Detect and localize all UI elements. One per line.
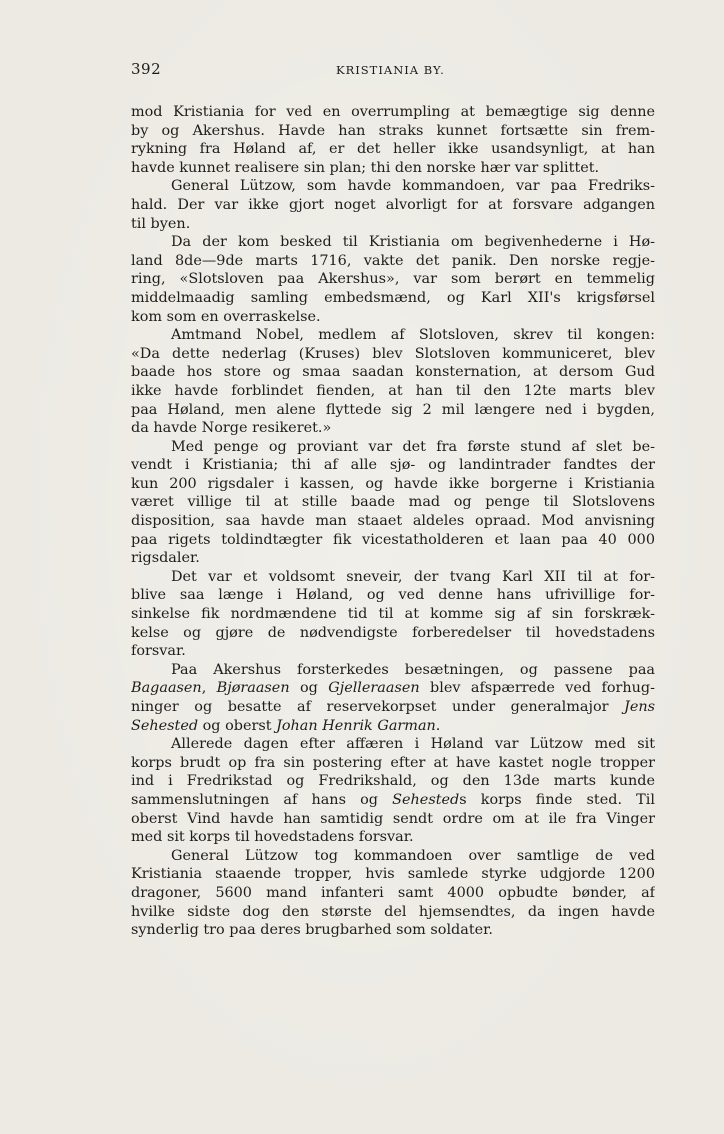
text-line: Det var et voldsomt sneveir, der tvang Karl XII til at for- <box>171 568 655 585</box>
text-line: disposition, saa havde man staaet aldeles opraad. Mod anvisning <box>131 513 655 530</box>
text-line: General Lützow, som havde kommandoen, var paa Fredriks- <box>171 178 655 195</box>
page-header <box>131 60 655 84</box>
italic-phrase: Gjelleraasen <box>328 680 420 697</box>
text-line: middelmaadig samling embedsmænd, og Karl XII's krigsførsel <box>131 289 655 306</box>
italic-phrase: Bjøraasen <box>216 680 290 697</box>
text-line: rykning fra Høland af, er det heller ikke usandsynligt, at han <box>131 141 655 158</box>
page-number: 392 <box>131 60 162 78</box>
text-line: hald. Der var ikke gjort noget alvorligt for at forsvare adgangen <box>131 196 655 213</box>
text-line: dragoner, 5600 mand infanteri samt 4000 opbudte bønder, af <box>131 884 655 901</box>
text-line: kelse og gjøre de nødvendigste forberedelser til hovedstadens <box>131 624 655 641</box>
text-line: baade hos store og smaa saadan konsternation, at dersom Gud <box>131 364 655 381</box>
paragraph <box>131 735 655 847</box>
text-line: synderlig tro paa deres brugbarhed som soldater. <box>131 922 494 939</box>
text-line: paa rigets toldindtægter fik vicestatholderen et laan paa 40 000 <box>131 531 655 548</box>
paragraph <box>131 438 655 568</box>
text-line: Paa Akershus forsterkedes besætningen, og passene paa <box>171 661 655 678</box>
text-line: Kristiania staaende tropper, hvis samlede styrke udgjorde 1200 <box>131 866 655 883</box>
text-line: havde kunnet realisere sin plan; thi den norske hær var splittet. <box>131 159 600 176</box>
text-line: Allerede dagen efter affæren i Høland var Lützow med sit <box>171 736 655 753</box>
text-line: mod Kristiania for ved en overrumpling at bemægtige sig denne <box>131 104 655 120</box>
text-line: ninger og besatte af reservekorpset under generalmajor Jens <box>131 699 655 715</box>
paragraph <box>131 568 655 661</box>
text-line: Da der kom besked til Kristiania om begivenhederne i Hø- <box>171 234 655 251</box>
text-line: «Da dette nederlag (Kruses) blev Slotsloven kommuniceret, blev <box>131 345 655 362</box>
text-line: Sehested og oberst Johan Henrik Garman. <box>131 717 441 734</box>
text-line: rigsdaler. <box>131 550 200 567</box>
paragraph <box>131 847 655 940</box>
text-line: Med penge og proviant var det fra første stund af slet be- <box>171 438 655 455</box>
italic-phrase: Sehested <box>392 791 460 808</box>
text-line: Bagaasen, Bjøraasen og Gjelleraasen blev afspærrede ved forhug- <box>131 680 655 697</box>
text-line: vendt i Kristiania; thi af alle sjø- og landintrader fandtes der <box>131 457 655 474</box>
body-text <box>131 103 655 940</box>
text-line: korps brudt op fra sin postering efter at have kastet nogle tropper <box>131 754 655 771</box>
text-line: kom som en overraskelse. <box>131 308 321 325</box>
paragraph <box>131 177 655 233</box>
text-line: blive saa længe i Høland, og ved denne hans ufrivillige for- <box>131 587 655 604</box>
paragraph <box>131 103 655 177</box>
running-head: KRISTIANIA BY. <box>336 63 445 77</box>
text-line: sinkelse fik nordmændene tid til at komme sig af sin forskræk- <box>131 606 655 623</box>
text-line: General Lützow tog kommandoen over samtlige de ved <box>171 847 655 864</box>
italic-phrase: Johan Henrik Garman <box>276 717 436 734</box>
text-line: oberst Vind havde han samtidig sendt ordre om at ile fra Vinger <box>131 810 655 827</box>
paragraph <box>131 233 655 326</box>
text-line: forsvar. <box>131 643 186 660</box>
text-line: ind i Fredrikstad og Fredrikshald, og den 13de marts kunde <box>131 773 655 790</box>
italic-phrase: Sehested <box>131 717 199 734</box>
italic-phrase: Jens <box>624 699 655 715</box>
paragraph <box>131 326 655 438</box>
text-line: sammenslutningen af hans og Sehesteds korps finde sted. Til <box>131 791 655 808</box>
text-line: land 8de—9de marts 1716, vakte det panik. Den norske regje- <box>131 252 655 269</box>
text-line: Amtmand Nobel, medlem af Slotsloven, skrev til kongen: <box>171 327 655 344</box>
text-line: kun 200 rigsdaler i kassen, og havde ikke borgerne i Kristiania <box>131 475 655 492</box>
text-line: ikke havde forblindet fienden, at han til den 12te marts blev <box>131 382 655 399</box>
text-line: været villige til at stille baade mad og penge til Slotslovens <box>131 494 655 511</box>
text-line: til byen. <box>131 215 191 232</box>
text-line: med sit korps til hovedstadens forsvar. <box>131 829 414 846</box>
paragraph <box>131 661 655 735</box>
text-line: ring, «Slotsloven paa Akershus», var som berørt en temmelig <box>131 271 655 288</box>
italic-phrase: Bagaasen <box>131 680 202 697</box>
text-line: paa Høland, men alene flyttede sig 2 mil længere ned i bygden, <box>131 401 655 418</box>
text-line: hvilke sidste dog den største del hjemsendtes, da ingen havde <box>131 903 655 920</box>
text-line: da havde Norge resikeret.» <box>131 420 332 437</box>
text-line: by og Akershus. Havde han straks kunnet fortsætte sin frem- <box>131 122 655 139</box>
